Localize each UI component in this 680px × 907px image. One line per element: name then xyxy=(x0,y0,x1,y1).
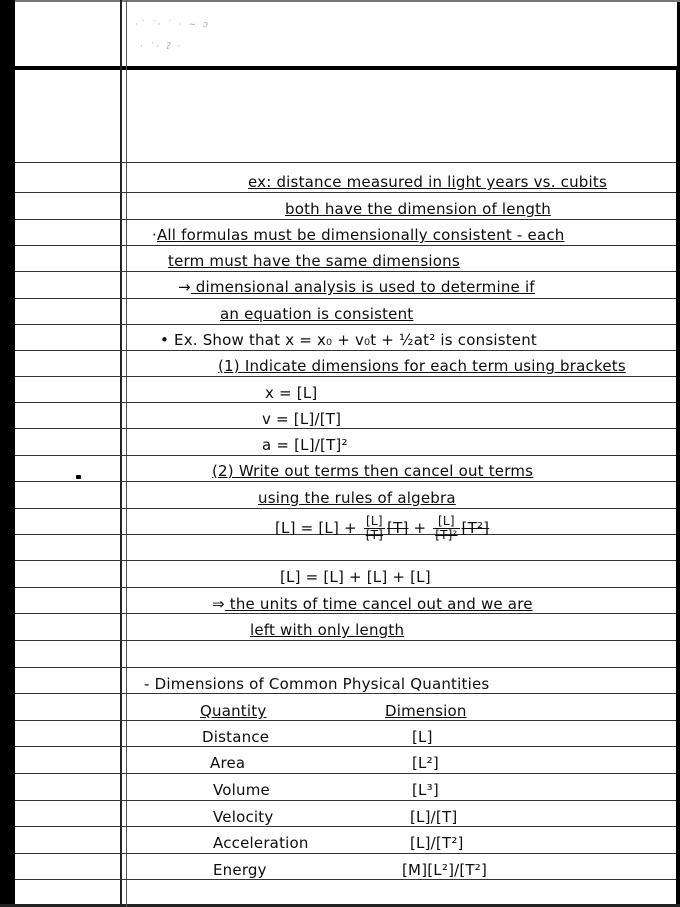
ruled-line xyxy=(15,560,676,561)
denominator: [T] xyxy=(365,528,384,542)
equation: x = x₀ + v₀t + ½at² xyxy=(285,331,436,349)
note-conclusion-cont xyxy=(250,621,404,639)
cell-text: Distance xyxy=(202,728,270,746)
ruled-line xyxy=(15,746,676,747)
note-text: left with only length xyxy=(250,621,405,639)
ruled-line xyxy=(15,245,676,246)
cell-text: [L]/[T²] xyxy=(410,834,464,852)
page-top-edge xyxy=(15,0,680,2)
note-line-example xyxy=(248,173,607,191)
note-text: (2) Write out terms then cancel out terms xyxy=(212,462,534,480)
ruled-line xyxy=(15,667,676,668)
fraction xyxy=(364,515,385,542)
margin-dot xyxy=(76,475,81,479)
ruled-line xyxy=(15,587,676,588)
cell-text: [L³] xyxy=(412,781,439,799)
note-text: term must have the same dimensions xyxy=(168,252,460,270)
ruled-line xyxy=(15,219,676,220)
numerator: [L] xyxy=(433,515,459,529)
ruled-line xyxy=(15,773,676,774)
header-rule xyxy=(15,66,680,70)
ruled-line xyxy=(15,324,676,325)
note-text: (1) Indicate dimensions for each term using brackets xyxy=(218,357,626,375)
ruled-line xyxy=(15,455,676,456)
equation: a = [L]/[T]² xyxy=(262,436,348,454)
note-text: using the rules of algebra xyxy=(258,489,456,507)
ruled-line xyxy=(15,508,676,509)
cancellation-equation xyxy=(275,515,489,542)
note-bullet-formulas xyxy=(152,226,565,244)
dimension-v xyxy=(262,410,341,428)
implies-arrow-icon: ⇒ xyxy=(212,595,225,613)
header-bleed-through: · ˙· ʔ · xyxy=(140,42,183,52)
cell-text: Volume xyxy=(213,781,270,799)
note-line-same-dimensions xyxy=(168,252,460,270)
table-header-dimension xyxy=(385,702,467,720)
table-title xyxy=(144,675,489,693)
note-text: All xyxy=(156,226,177,244)
fraction xyxy=(433,515,459,542)
cell-text: [M][L²]/[T²] xyxy=(402,861,488,879)
ruled-line xyxy=(15,428,676,429)
table-row-quantity xyxy=(213,808,273,826)
equation: v = [L]/[T] xyxy=(262,410,342,428)
cell-text: [L] xyxy=(412,728,433,746)
table-row-quantity xyxy=(213,781,270,799)
note-text: • Ex. Show that xyxy=(160,331,286,349)
note-example-show xyxy=(160,331,537,349)
note-text: both have the dimension of length xyxy=(285,200,551,218)
ruled-line xyxy=(15,693,676,694)
equation: [L] = [L] + [L] + [L] xyxy=(280,568,431,586)
ruled-line xyxy=(15,271,676,272)
arrow-right-icon: → xyxy=(178,278,191,296)
ruled-line xyxy=(15,192,676,193)
ruled-line xyxy=(15,800,676,801)
note-text: ex: distance measured in light years vs. cubits xyxy=(248,173,607,191)
cell-text: Velocity xyxy=(213,808,274,826)
margin-line-secondary xyxy=(126,0,127,907)
plus-sign: + xyxy=(408,519,432,537)
header-text: Dimension xyxy=(385,702,467,720)
table-row-dimension xyxy=(410,834,464,852)
note-text: dimensional analysis is used to determine if xyxy=(190,278,535,296)
ruled-line xyxy=(15,879,676,880)
note-step-2-cont xyxy=(258,489,456,507)
table-row-quantity xyxy=(210,754,245,772)
numerator: [L] xyxy=(364,515,385,529)
ruled-line xyxy=(15,481,676,482)
equation: [L] = [L] + xyxy=(275,519,362,537)
table-row-dimension xyxy=(402,861,487,879)
table-row-dimension xyxy=(412,781,439,799)
note-arrow-dimensional-analysis xyxy=(178,278,535,296)
ruled-line xyxy=(15,402,676,403)
ruled-line xyxy=(15,350,676,351)
note-line-dimension-length xyxy=(285,200,551,218)
table-row-dimension xyxy=(412,728,433,746)
ruled-line xyxy=(15,613,676,614)
note-line-equation-consistent xyxy=(220,305,413,323)
table-title-text: - Dimensions of Common Physical Quantities xyxy=(144,675,490,693)
cancelled-term: [T²] xyxy=(461,519,490,537)
cell-text: [L]/[T] xyxy=(410,808,458,826)
ruled-line xyxy=(15,298,676,299)
table-row-dimension xyxy=(410,808,457,826)
table-row-quantity xyxy=(213,861,267,879)
note-conclusion xyxy=(212,595,533,613)
ruled-line xyxy=(15,376,676,377)
table-header-quantity xyxy=(200,702,266,720)
header-text: Quantity xyxy=(200,702,267,720)
page-right-shadow xyxy=(676,70,680,907)
dimension-x xyxy=(265,384,317,402)
cell-text: Energy xyxy=(213,861,267,879)
binding-edge xyxy=(0,0,15,907)
note-step-1 xyxy=(218,357,626,375)
ruled-line xyxy=(15,162,676,163)
note-text: the units of time cancel out and we are xyxy=(224,595,533,613)
cell-text: [L²] xyxy=(412,754,439,772)
note-text: is consistent xyxy=(435,331,538,349)
header-bleed-through: ·˙ ˙· ˙ · ~ ↄ xyxy=(135,20,210,30)
ruled-line xyxy=(15,853,676,854)
table-row-dimension xyxy=(412,754,439,772)
ruled-line xyxy=(15,826,676,827)
note-text: an equation is consistent xyxy=(220,305,414,323)
table-row-quantity xyxy=(213,834,309,852)
result-equation xyxy=(280,568,431,586)
note-step-2 xyxy=(212,462,533,480)
ruled-line xyxy=(15,640,676,641)
ruled-line xyxy=(15,720,676,721)
margin-line xyxy=(120,0,122,907)
denominator: [T]² xyxy=(435,528,458,542)
cancelled-term: [T] xyxy=(387,519,409,537)
bullet-dot: · xyxy=(152,226,157,244)
table-row-quantity xyxy=(202,728,269,746)
dimension-a xyxy=(262,436,348,454)
cell-text: Acceleration xyxy=(213,834,309,852)
cell-text: Area xyxy=(210,754,246,772)
equation: x = [L] xyxy=(265,384,318,402)
note-text: formulas must be dimensionally consistent - each xyxy=(176,226,565,244)
